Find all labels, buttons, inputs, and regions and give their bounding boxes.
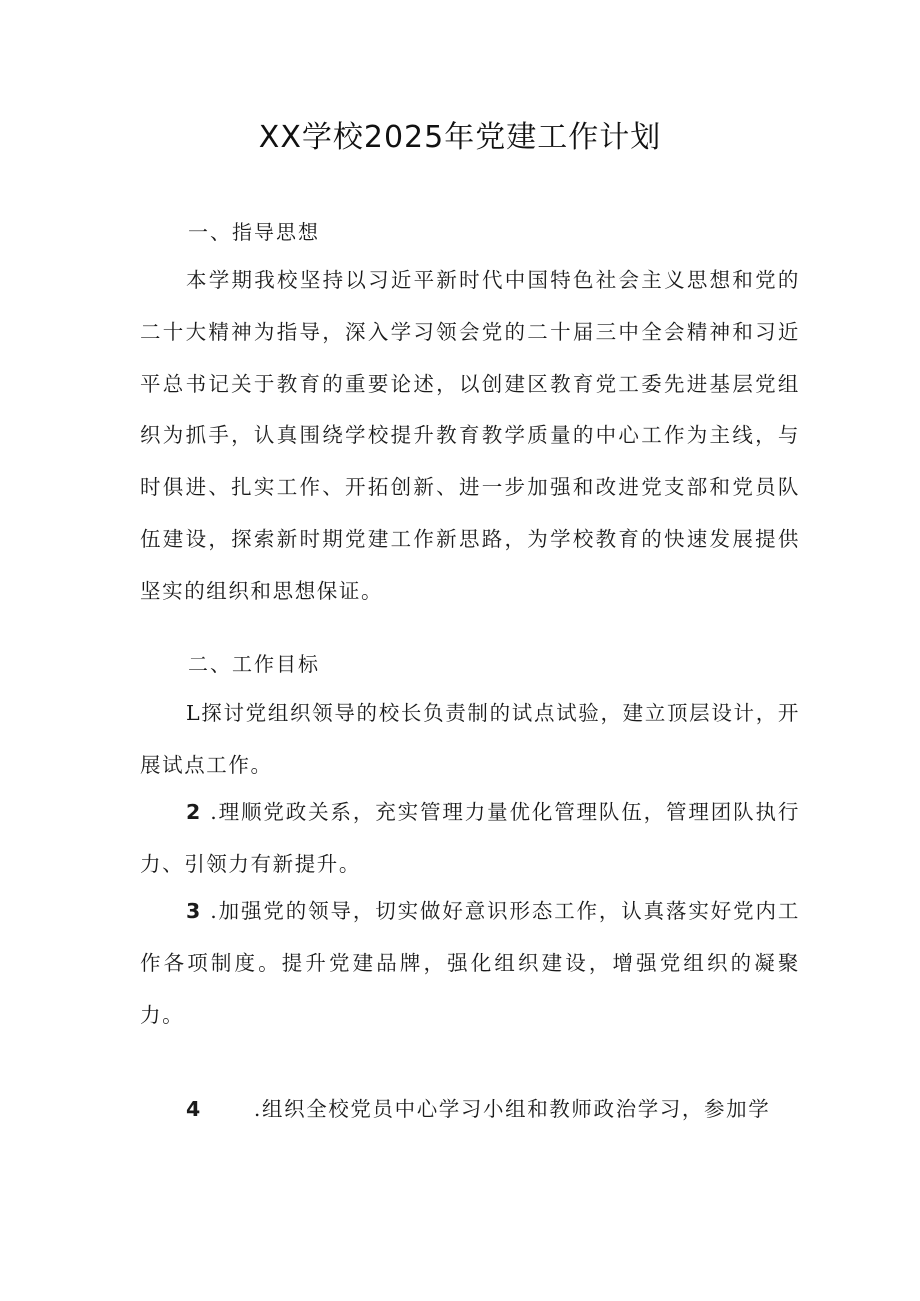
- goal-item-3: [140, 886, 800, 1041]
- section-heading-work-goals: 二、工作目标: [188, 652, 320, 676]
- goal-item-number: 2: [186, 800, 202, 824]
- goal-item-text: 探讨党组织领导的校长负责制的试点试验，建立顶层设计，开展试点工作。: [140, 701, 800, 777]
- goal-item-number: 4: [186, 1097, 202, 1121]
- section-heading-guiding-ideology: 一、指导思想: [188, 220, 320, 244]
- goal-item-2: [140, 787, 800, 891]
- goal-item-number: 3: [186, 899, 202, 923]
- guiding-ideology-paragraph: 本学期我校坚持以习近平新时代中国特色社会主义思想和党的二十大精神为指导，深入学习领会党的二十届三中全会精神和习近平总书记关于教育的重要论述，以创建区教育党工委先进基层党组织为抓手，认真围绕学校提升教育教学质量的中心工作为主线，与时俱进、扎实工作、开拓创新、进一步加强和改进党支部和党员队伍建设，探索新时期党建工作新思路，为学校教育的快速发展提供坚实的组织和思想保证。: [140, 268, 800, 603]
- goal-item-number: L: [186, 701, 202, 725]
- document-title: XX学校2025年党建工作计划: [258, 120, 662, 155]
- goal-item-1: [140, 688, 800, 792]
- goal-item-4: [186, 1094, 770, 1124]
- goal-item-text: .加强党的领导，切实做好意识形态工作，认真落实好党内工作各项制度。提升党建品牌，强化组织建设，增强党组织的凝聚力。: [140, 899, 800, 1027]
- goal-item-text: .组织全校党员中心学习小组和教师政治学习，参加学: [253, 1097, 771, 1121]
- goal-item-text: .理顺党政关系，充实管理力量优化管理队伍，管理团队执行力、引领力有新提升。: [140, 800, 800, 876]
